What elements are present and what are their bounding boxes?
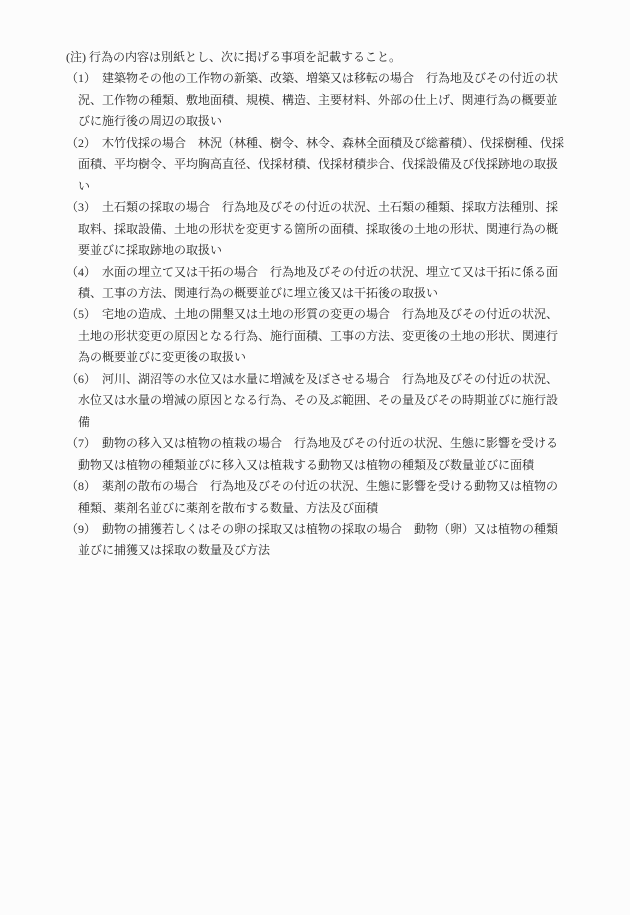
item-text: 木竹伐採の場合 林況（林種、樹令、林令、森林全面積及び総蓄積）、伐採樹種、伐採面積、平均樹令、平均胸高直径、伐採材積、伐採材積歩合、伐採設備及び伐採跡地の取扱い — [78, 135, 565, 193]
item-text: 建築物その他の工作物の新築、改築、増築又は移転の場合 行為地及びその付近の状況、工作物の種類、敷地面積、規模、構造、主要材料、外部の仕上げ、関連行為の概要並びに施行後の周辺の取扱い — [78, 71, 559, 129]
note-line — [66, 47, 568, 68]
item-text: 土石類の採取の場合 行為地及びその付近の状況、土石類の種類、採取方法種別、採取料、採取設備、土地の形状を変更する箇所の面積、採取後の土地の形状、関連行為の概要並びに採取跡地の取扱い — [78, 200, 559, 258]
list-item-2 — [66, 133, 568, 197]
item-text: 動物の捕獲若しくはその卵の採取又は植物の採取の場合 動物（卵）又は植物の種類並びに捕獲又は採取の数量及び方法 — [78, 521, 559, 558]
item-number: （6） — [66, 371, 103, 386]
list-item-6 — [66, 369, 568, 433]
item-text: 動物の移入又は植物の植栽の場合 行為地及びその付近の状況、生態に影響を受ける動物又は植物の種類並びに移入又は植栽する動物又は植物の種類及び数量並びに面積 — [78, 436, 559, 472]
list-item-7 — [66, 433, 568, 476]
item-number: （7） — [66, 436, 103, 451]
note-text: (注) 行為の内容は別紙とし、次に掲げる事項を記載すること。 — [66, 50, 401, 64]
item-number: （2） — [66, 135, 103, 150]
list-item-5 — [66, 304, 568, 368]
list-item-9 — [66, 519, 568, 562]
list-item-4 — [66, 262, 568, 305]
item-text: 薬剤の散布の場合 行為地及びその付近の状況、生態に影響を受ける動物又は植物の種類、薬剤名並びに薬剤を散布する数量、方法及び面積 — [78, 479, 559, 515]
list-item-8 — [66, 476, 568, 519]
item-number: （8） — [66, 479, 103, 494]
item-number: （5） — [66, 307, 103, 322]
list-item-3 — [66, 197, 568, 261]
item-text: 宅地の造成、土地の開墾又は土地の形質の変更の場合 行為地及びその付近の状況、土地の形状変更の原因となる行為、施行面積、工事の方法、変更後の土地の形状、関連行為の概要並びに変更後の取扱い — [78, 307, 559, 365]
list-item-1 — [66, 68, 568, 132]
item-text: 河川、湖沼等の水位又は水量に増減を及ぼさせる場合 行為地及びその付近の状況、水位又は水量の増減の原因となる行為、その及ぶ範囲、その量及びその時期並びに施行設備 — [78, 371, 559, 429]
item-number: （3） — [66, 200, 103, 215]
item-text: 水面の埋立て又は干拓の場合 行為地及びその付近の状況、埋立て又は干拓に係る面積、工事の方法、関連行為の概要並びに埋立後又は干拓後の取扱い — [78, 264, 559, 300]
document-page — [66, 47, 568, 562]
item-number: （9） — [66, 521, 103, 536]
item-number: （4） — [66, 264, 103, 279]
item-number: （1） — [66, 71, 103, 86]
